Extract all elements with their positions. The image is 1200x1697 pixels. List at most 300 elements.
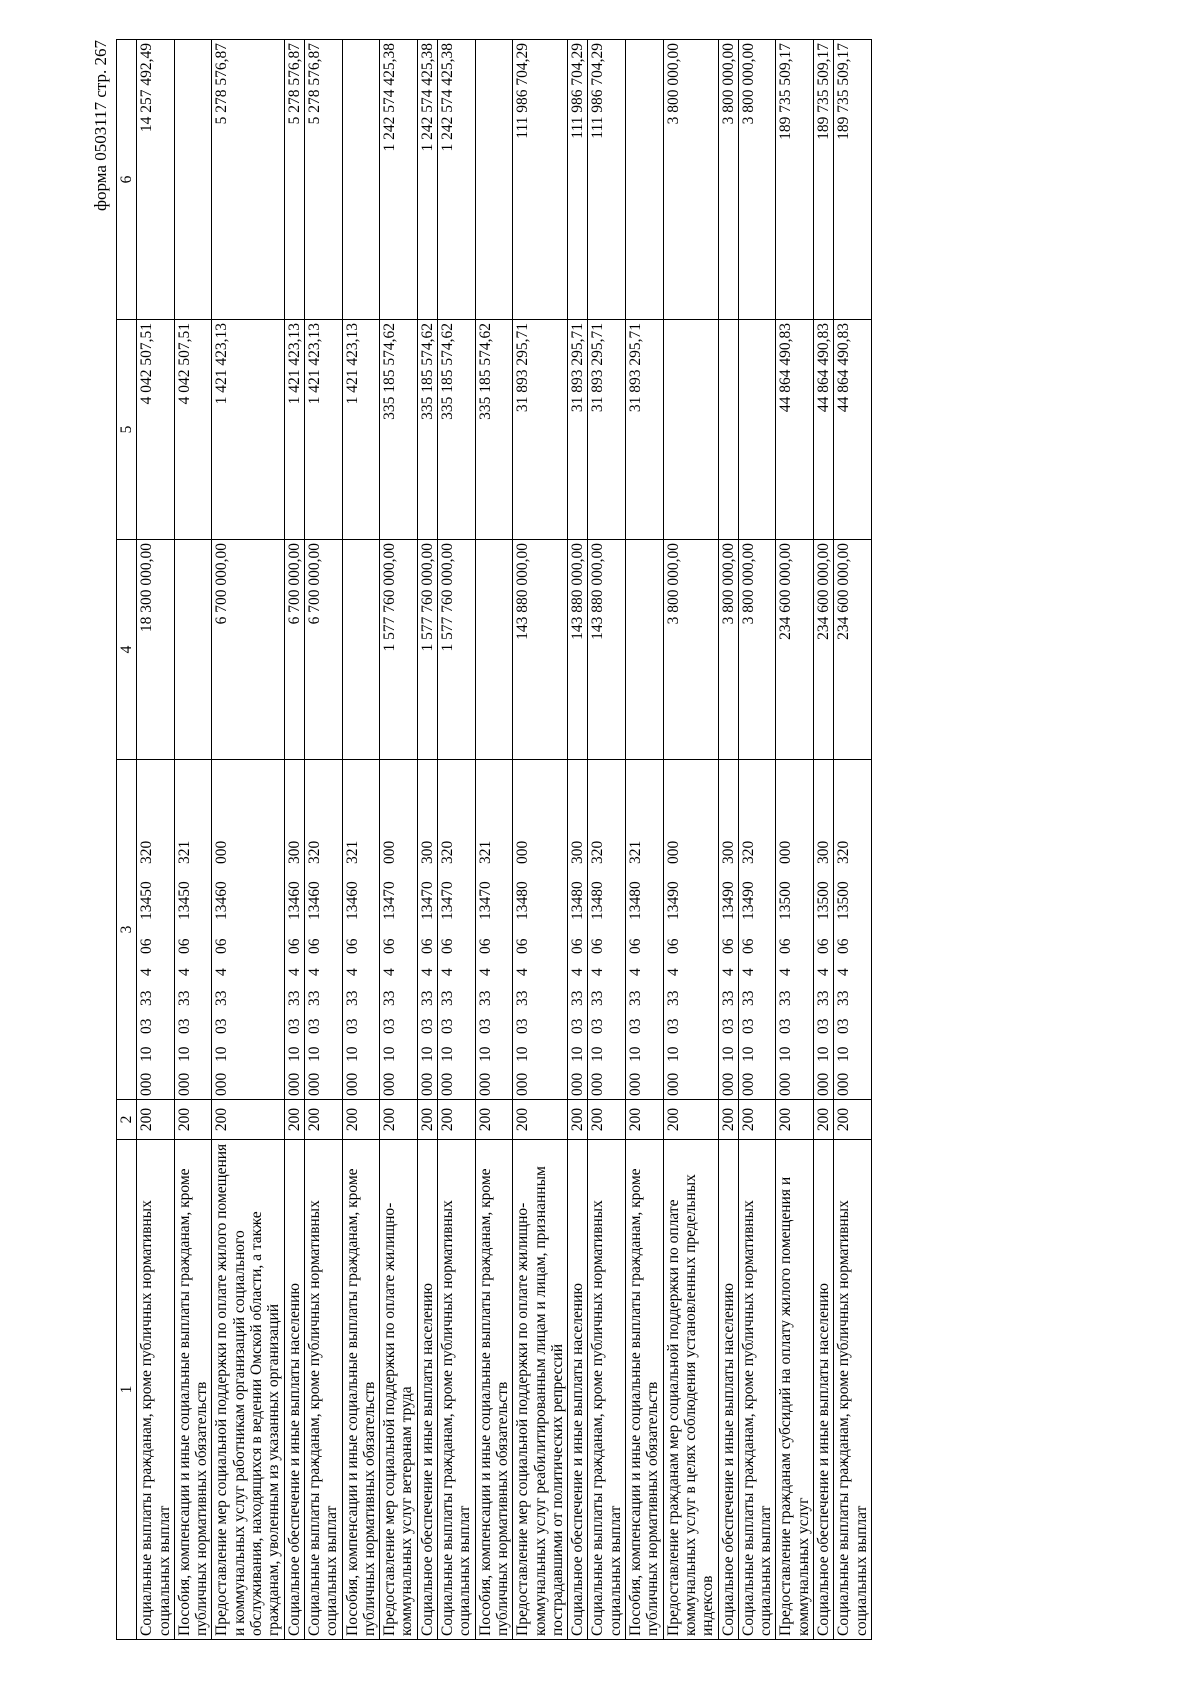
code-part: 06 bbox=[664, 938, 682, 954]
row-budget-code bbox=[738, 760, 776, 1100]
code-part: 4 bbox=[285, 968, 303, 976]
row-name: Социальное обеспечение и иные выплаты населению bbox=[568, 1140, 588, 1640]
code-part: 10 bbox=[627, 1046, 645, 1062]
code-part: 320 bbox=[589, 840, 607, 864]
unexecuted-amount: 1 242 574 425,38 bbox=[417, 40, 437, 320]
code-part: 320 bbox=[835, 840, 853, 864]
approved-amount bbox=[626, 540, 664, 760]
code-part: 000 bbox=[814, 1072, 832, 1096]
code-part: 03 bbox=[343, 1018, 361, 1034]
unexecuted-amount: 3 800 000,00 bbox=[738, 40, 776, 320]
code-part: 13450 bbox=[175, 881, 193, 920]
code-part: 321 bbox=[476, 840, 494, 864]
executed-amount: 31 893 295,71 bbox=[588, 320, 626, 540]
row-line-code: 200 bbox=[568, 1100, 588, 1140]
code-part: 10 bbox=[213, 1046, 231, 1062]
code-part: 4 bbox=[739, 968, 757, 976]
code-part: 33 bbox=[305, 990, 323, 1006]
code-part: 13500 bbox=[814, 881, 832, 920]
code-part: 4 bbox=[418, 968, 436, 976]
row-budget-code bbox=[137, 760, 175, 1100]
code-part: 03 bbox=[418, 1018, 436, 1034]
code-part: 33 bbox=[418, 990, 436, 1006]
code-part: 03 bbox=[719, 1018, 737, 1034]
budget-code-parts bbox=[419, 763, 436, 1096]
unexecuted-amount: 189 735 509,17 bbox=[813, 40, 833, 320]
executed-amount bbox=[738, 320, 776, 540]
executed-amount: 31 893 295,71 bbox=[568, 320, 588, 540]
code-part: 000 bbox=[777, 840, 795, 864]
code-part: 33 bbox=[719, 990, 737, 1006]
code-part: 4 bbox=[835, 968, 853, 976]
column-number: 2 bbox=[117, 1100, 137, 1140]
code-part: 06 bbox=[777, 938, 795, 954]
code-part: 13480 bbox=[589, 881, 607, 920]
code-part: 321 bbox=[343, 840, 361, 864]
table-row bbox=[588, 40, 626, 1640]
unexecuted-amount: 111 986 704,29 bbox=[513, 40, 568, 320]
executed-amount: 335 185 574,62 bbox=[380, 320, 418, 540]
code-part: 33 bbox=[439, 990, 457, 1006]
approved-amount: 1 577 760 000,00 bbox=[438, 540, 476, 760]
budget-table bbox=[116, 39, 872, 1640]
executed-amount: 44 864 490,83 bbox=[834, 320, 872, 540]
code-part: 000 bbox=[514, 1072, 532, 1096]
executed-amount: 44 864 490,83 bbox=[776, 320, 814, 540]
row-name: Предоставление гражданам субсидий на оплату жилого помещения и коммунальных услуг bbox=[776, 1140, 814, 1640]
executed-amount: 1 421 423,13 bbox=[212, 320, 284, 540]
row-name: Социальное обеспечение и иные выплаты населению bbox=[718, 1140, 738, 1640]
code-part: 03 bbox=[664, 1018, 682, 1034]
code-part: 03 bbox=[138, 1018, 156, 1034]
row-name: Предоставление мер социальной поддержки по оплате жилого помещения и коммунальных услуг работникам организаций социального обслуживания, находящихся в ведении Омской области, а также гражданам, уволенным из указанных организаций bbox=[212, 1140, 284, 1640]
executed-amount: 1 421 423,13 bbox=[284, 320, 304, 540]
code-part: 33 bbox=[814, 990, 832, 1006]
column-number-row bbox=[117, 40, 137, 1640]
unexecuted-amount bbox=[475, 40, 513, 320]
code-part: 06 bbox=[814, 938, 832, 954]
code-part: 4 bbox=[569, 968, 587, 976]
approved-amount bbox=[475, 540, 513, 760]
budget-code-parts bbox=[740, 763, 757, 1096]
code-part: 33 bbox=[739, 990, 757, 1006]
code-part: 13500 bbox=[777, 881, 795, 920]
code-part: 000 bbox=[664, 840, 682, 864]
row-line-code: 200 bbox=[513, 1100, 568, 1140]
table-row bbox=[813, 40, 833, 1640]
row-line-code: 200 bbox=[284, 1100, 304, 1140]
executed-amount: 335 185 574,62 bbox=[417, 320, 437, 540]
code-part: 320 bbox=[439, 840, 457, 864]
approved-amount bbox=[342, 540, 380, 760]
row-budget-code bbox=[588, 760, 626, 1100]
column-number: 4 bbox=[117, 540, 137, 760]
code-part: 13480 bbox=[569, 881, 587, 920]
code-part: 03 bbox=[514, 1018, 532, 1034]
row-name: Пособия, компенсации и иные социальные выплаты гражданам, кроме публичных нормативных обязательств bbox=[174, 1140, 212, 1640]
code-part: 13490 bbox=[719, 881, 737, 920]
unexecuted-amount: 189 735 509,17 bbox=[834, 40, 872, 320]
budget-code-parts bbox=[344, 763, 361, 1096]
budget-code-parts bbox=[835, 763, 852, 1096]
code-part: 300 bbox=[285, 840, 303, 864]
code-part: 06 bbox=[589, 938, 607, 954]
code-part: 03 bbox=[381, 1018, 399, 1034]
row-budget-code bbox=[174, 760, 212, 1100]
code-part: 33 bbox=[285, 990, 303, 1006]
code-part: 33 bbox=[343, 990, 361, 1006]
unexecuted-amount: 3 800 000,00 bbox=[718, 40, 738, 320]
code-part: 03 bbox=[814, 1018, 832, 1034]
row-budget-code bbox=[813, 760, 833, 1100]
code-part: 03 bbox=[285, 1018, 303, 1034]
column-number: 6 bbox=[117, 40, 137, 320]
code-part: 000 bbox=[381, 1072, 399, 1096]
row-line-code: 200 bbox=[304, 1100, 342, 1140]
code-part: 4 bbox=[213, 968, 231, 976]
code-part: 13470 bbox=[476, 881, 494, 920]
row-line-code: 200 bbox=[626, 1100, 664, 1140]
code-part: 000 bbox=[835, 1072, 853, 1096]
budget-code-parts bbox=[381, 763, 398, 1096]
code-part: 06 bbox=[138, 938, 156, 954]
executed-amount bbox=[718, 320, 738, 540]
row-line-code: 200 bbox=[380, 1100, 418, 1140]
budget-code-parts bbox=[514, 763, 531, 1096]
budget-code-parts bbox=[815, 763, 832, 1096]
code-part: 4 bbox=[439, 968, 457, 976]
row-budget-code bbox=[475, 760, 513, 1100]
code-part: 4 bbox=[814, 968, 832, 976]
code-part: 000 bbox=[343, 1072, 361, 1096]
column-number: 1 bbox=[117, 1140, 137, 1640]
approved-amount: 143 880 000,00 bbox=[513, 540, 568, 760]
code-part: 33 bbox=[569, 990, 587, 1006]
unexecuted-amount bbox=[174, 40, 212, 320]
row-name: Предоставление мер социальной поддержки по оплате жилищно-коммунальных услуг реабилитированным лицам и лицам, признанным пострадавшими от политических репрессий bbox=[513, 1140, 568, 1640]
approved-amount: 6 700 000,00 bbox=[212, 540, 284, 760]
code-part: 13480 bbox=[514, 881, 532, 920]
code-part: 06 bbox=[381, 938, 399, 954]
executed-amount: 335 185 574,62 bbox=[438, 320, 476, 540]
row-line-code: 200 bbox=[718, 1100, 738, 1140]
unexecuted-amount: 3 800 000,00 bbox=[663, 40, 718, 320]
code-part: 000 bbox=[213, 1072, 231, 1096]
approved-amount: 3 800 000,00 bbox=[718, 540, 738, 760]
code-part: 4 bbox=[719, 968, 737, 976]
code-part: 13470 bbox=[381, 881, 399, 920]
code-part: 13450 bbox=[138, 881, 156, 920]
code-part: 03 bbox=[739, 1018, 757, 1034]
code-part: 33 bbox=[476, 990, 494, 1006]
code-part: 000 bbox=[739, 1072, 757, 1096]
budget-code-parts bbox=[176, 763, 193, 1096]
row-name: Социальные выплаты гражданам, кроме публичных нормативных социальных выплат bbox=[304, 1140, 342, 1640]
unexecuted-amount: 111 986 704,29 bbox=[588, 40, 626, 320]
code-part: 06 bbox=[285, 938, 303, 954]
code-part: 4 bbox=[664, 968, 682, 976]
table-row bbox=[380, 40, 418, 1640]
unexecuted-amount: 5 278 576,87 bbox=[284, 40, 304, 320]
budget-code-parts bbox=[569, 763, 586, 1096]
table-row bbox=[513, 40, 568, 1640]
table-row bbox=[718, 40, 738, 1640]
approved-amount: 3 800 000,00 bbox=[663, 540, 718, 760]
row-name: Социальные выплаты гражданам, кроме публичных нормативных социальных выплат bbox=[438, 1140, 476, 1640]
row-line-code: 200 bbox=[475, 1100, 513, 1140]
code-part: 300 bbox=[418, 840, 436, 864]
approved-amount: 1 577 760 000,00 bbox=[380, 540, 418, 760]
table-row bbox=[284, 40, 304, 1640]
approved-amount bbox=[174, 540, 212, 760]
executed-amount: 4 042 507,51 bbox=[137, 320, 175, 540]
code-part: 4 bbox=[777, 968, 795, 976]
row-budget-code bbox=[568, 760, 588, 1100]
code-part: 4 bbox=[514, 968, 532, 976]
code-part: 300 bbox=[569, 840, 587, 864]
row-budget-code bbox=[304, 760, 342, 1100]
row-line-code: 200 bbox=[663, 1100, 718, 1140]
table-row bbox=[137, 40, 175, 1640]
row-budget-code bbox=[342, 760, 380, 1100]
table-row bbox=[776, 40, 814, 1640]
code-part: 320 bbox=[138, 840, 156, 864]
code-part: 06 bbox=[439, 938, 457, 954]
unexecuted-amount: 111 986 704,29 bbox=[568, 40, 588, 320]
code-part: 10 bbox=[835, 1046, 853, 1062]
unexecuted-amount: 1 242 574 425,38 bbox=[438, 40, 476, 320]
code-part: 33 bbox=[627, 990, 645, 1006]
row-line-code: 200 bbox=[813, 1100, 833, 1140]
unexecuted-amount bbox=[626, 40, 664, 320]
row-line-code: 200 bbox=[438, 1100, 476, 1140]
code-part: 33 bbox=[664, 990, 682, 1006]
table-row bbox=[304, 40, 342, 1640]
code-part: 4 bbox=[627, 968, 645, 976]
approved-amount: 234 600 000,00 bbox=[834, 540, 872, 760]
row-name: Социальные выплаты гражданам, кроме публичных нормативных социальных выплат bbox=[834, 1140, 872, 1640]
code-part: 4 bbox=[343, 968, 361, 976]
code-part: 10 bbox=[343, 1046, 361, 1062]
code-part: 10 bbox=[719, 1046, 737, 1062]
approved-amount: 143 880 000,00 bbox=[588, 540, 626, 760]
table-row bbox=[626, 40, 664, 1640]
code-part: 06 bbox=[569, 938, 587, 954]
code-part: 300 bbox=[814, 840, 832, 864]
code-part: 13460 bbox=[343, 881, 361, 920]
code-part: 000 bbox=[418, 1072, 436, 1096]
code-part: 33 bbox=[213, 990, 231, 1006]
code-part: 13500 bbox=[835, 881, 853, 920]
code-part: 33 bbox=[589, 990, 607, 1006]
code-part: 4 bbox=[138, 968, 156, 976]
budget-code-parts bbox=[627, 763, 644, 1096]
code-part: 10 bbox=[175, 1046, 193, 1062]
table-row bbox=[475, 40, 513, 1640]
code-part: 13490 bbox=[664, 881, 682, 920]
row-name: Предоставление мер социальной поддержки по оплате жилищно-коммунальных услуг ветеранам труда bbox=[380, 1140, 418, 1640]
code-part: 000 bbox=[777, 1072, 795, 1096]
code-part: 33 bbox=[514, 990, 532, 1006]
form-label: форма 0503117 стр. 267 bbox=[91, 40, 110, 211]
code-part: 06 bbox=[835, 938, 853, 954]
code-part: 06 bbox=[719, 938, 737, 954]
row-budget-code bbox=[438, 760, 476, 1100]
code-part: 000 bbox=[719, 1072, 737, 1096]
budget-code-parts bbox=[665, 763, 682, 1096]
row-line-code: 200 bbox=[834, 1100, 872, 1140]
code-part: 000 bbox=[627, 1072, 645, 1096]
budget-code-parts bbox=[213, 763, 230, 1096]
unexecuted-amount: 5 278 576,87 bbox=[212, 40, 284, 320]
code-part: 13470 bbox=[418, 881, 436, 920]
row-line-code: 200 bbox=[212, 1100, 284, 1140]
approved-amount: 6 700 000,00 bbox=[304, 540, 342, 760]
table-row bbox=[417, 40, 437, 1640]
row-name: Предоставление гражданам мер социальной поддержки по оплате коммунальных услуг в целях соблюдения установленных предельных индексов bbox=[663, 1140, 718, 1640]
row-name: Социальное обеспечение и иные выплаты населению bbox=[813, 1140, 833, 1640]
budget-code-parts bbox=[589, 763, 606, 1096]
code-part: 10 bbox=[418, 1046, 436, 1062]
table-row bbox=[568, 40, 588, 1640]
code-part: 06 bbox=[175, 938, 193, 954]
code-part: 06 bbox=[514, 938, 532, 954]
code-part: 10 bbox=[138, 1046, 156, 1062]
row-budget-code bbox=[718, 760, 738, 1100]
code-part: 000 bbox=[285, 1072, 303, 1096]
code-part: 320 bbox=[739, 840, 757, 864]
executed-amount: 335 185 574,62 bbox=[475, 320, 513, 540]
row-line-code: 200 bbox=[342, 1100, 380, 1140]
code-part: 000 bbox=[569, 1072, 587, 1096]
column-number: 5 bbox=[117, 320, 137, 540]
code-part: 03 bbox=[627, 1018, 645, 1034]
row-budget-code bbox=[626, 760, 664, 1100]
code-part: 06 bbox=[418, 938, 436, 954]
unexecuted-amount bbox=[342, 40, 380, 320]
row-name: Социальное обеспечение и иные выплаты населению bbox=[284, 1140, 304, 1640]
row-budget-code bbox=[284, 760, 304, 1100]
code-part: 33 bbox=[175, 990, 193, 1006]
code-part: 321 bbox=[627, 840, 645, 864]
table-row bbox=[663, 40, 718, 1640]
executed-amount: 31 893 295,71 bbox=[513, 320, 568, 540]
code-part: 10 bbox=[514, 1046, 532, 1062]
approved-amount: 1 577 760 000,00 bbox=[417, 540, 437, 760]
code-part: 320 bbox=[305, 840, 323, 864]
code-part: 06 bbox=[739, 938, 757, 954]
unexecuted-amount: 5 278 576,87 bbox=[304, 40, 342, 320]
row-name: Социальные выплаты гражданам, кроме публичных нормативных социальных выплат bbox=[588, 1140, 626, 1640]
code-part: 03 bbox=[476, 1018, 494, 1034]
unexecuted-amount: 14 257 492,49 bbox=[137, 40, 175, 320]
code-part: 000 bbox=[476, 1072, 494, 1096]
executed-amount: 31 893 295,71 bbox=[626, 320, 664, 540]
code-part: 06 bbox=[627, 938, 645, 954]
code-part: 13490 bbox=[739, 881, 757, 920]
approved-amount: 18 300 000,00 bbox=[137, 540, 175, 760]
row-budget-code bbox=[417, 760, 437, 1100]
code-part: 03 bbox=[589, 1018, 607, 1034]
budget-code-parts bbox=[720, 763, 737, 1096]
code-part: 000 bbox=[175, 1072, 193, 1096]
code-part: 10 bbox=[589, 1046, 607, 1062]
code-part: 4 bbox=[589, 968, 607, 976]
code-part: 33 bbox=[835, 990, 853, 1006]
code-part: 03 bbox=[835, 1018, 853, 1034]
row-budget-code bbox=[776, 760, 814, 1100]
row-line-code: 200 bbox=[137, 1100, 175, 1140]
row-name: Социальные выплаты гражданам, кроме публичных нормативных социальных выплат bbox=[738, 1140, 776, 1640]
approved-amount: 234 600 000,00 bbox=[813, 540, 833, 760]
code-part: 06 bbox=[476, 938, 494, 954]
table-row bbox=[438, 40, 476, 1640]
code-part: 33 bbox=[381, 990, 399, 1006]
code-part: 03 bbox=[777, 1018, 795, 1034]
row-line-code: 200 bbox=[776, 1100, 814, 1140]
code-part: 03 bbox=[175, 1018, 193, 1034]
table-row bbox=[738, 40, 776, 1640]
code-part: 4 bbox=[476, 968, 494, 976]
approved-amount: 6 700 000,00 bbox=[284, 540, 304, 760]
code-part: 4 bbox=[175, 968, 193, 976]
budget-code-parts bbox=[439, 763, 456, 1096]
code-part: 000 bbox=[664, 1072, 682, 1096]
code-part: 000 bbox=[589, 1072, 607, 1096]
executed-amount: 1 421 423,13 bbox=[304, 320, 342, 540]
code-part: 4 bbox=[305, 968, 323, 976]
row-budget-code bbox=[834, 760, 872, 1100]
row-name: Пособия, компенсации и иные социальные выплаты гражданам, кроме публичных нормативных обязательств bbox=[342, 1140, 380, 1640]
approved-amount: 143 880 000,00 bbox=[568, 540, 588, 760]
code-part: 03 bbox=[305, 1018, 323, 1034]
budget-code-parts bbox=[777, 763, 794, 1096]
code-part: 13470 bbox=[439, 881, 457, 920]
code-part: 10 bbox=[381, 1046, 399, 1062]
executed-amount: 44 864 490,83 bbox=[813, 320, 833, 540]
code-part: 13460 bbox=[213, 881, 231, 920]
code-part: 10 bbox=[305, 1046, 323, 1062]
code-part: 10 bbox=[814, 1046, 832, 1062]
code-part: 000 bbox=[138, 1072, 156, 1096]
code-part: 13460 bbox=[285, 881, 303, 920]
table-row bbox=[342, 40, 380, 1640]
code-part: 10 bbox=[569, 1046, 587, 1062]
table-row bbox=[834, 40, 872, 1640]
code-part: 33 bbox=[777, 990, 795, 1006]
row-budget-code bbox=[380, 760, 418, 1100]
table-row bbox=[174, 40, 212, 1640]
executed-amount: 1 421 423,13 bbox=[342, 320, 380, 540]
table-body bbox=[137, 40, 872, 1640]
row-line-code: 200 bbox=[738, 1100, 776, 1140]
executed-amount bbox=[663, 320, 718, 540]
code-part: 000 bbox=[514, 840, 532, 864]
code-part: 03 bbox=[439, 1018, 457, 1034]
code-part: 06 bbox=[343, 938, 361, 954]
row-line-code: 200 bbox=[588, 1100, 626, 1140]
code-part: 10 bbox=[439, 1046, 457, 1062]
unexecuted-amount: 1 242 574 425,38 bbox=[380, 40, 418, 320]
code-part: 13480 bbox=[627, 881, 645, 920]
table-row bbox=[212, 40, 284, 1640]
row-name: Пособия, компенсации и иные социальные выплаты гражданам, кроме публичных нормативных обязательств bbox=[475, 1140, 513, 1640]
executed-amount: 4 042 507,51 bbox=[174, 320, 212, 540]
code-part: 000 bbox=[213, 840, 231, 864]
row-budget-code bbox=[663, 760, 718, 1100]
code-part: 10 bbox=[476, 1046, 494, 1062]
code-part: 03 bbox=[213, 1018, 231, 1034]
